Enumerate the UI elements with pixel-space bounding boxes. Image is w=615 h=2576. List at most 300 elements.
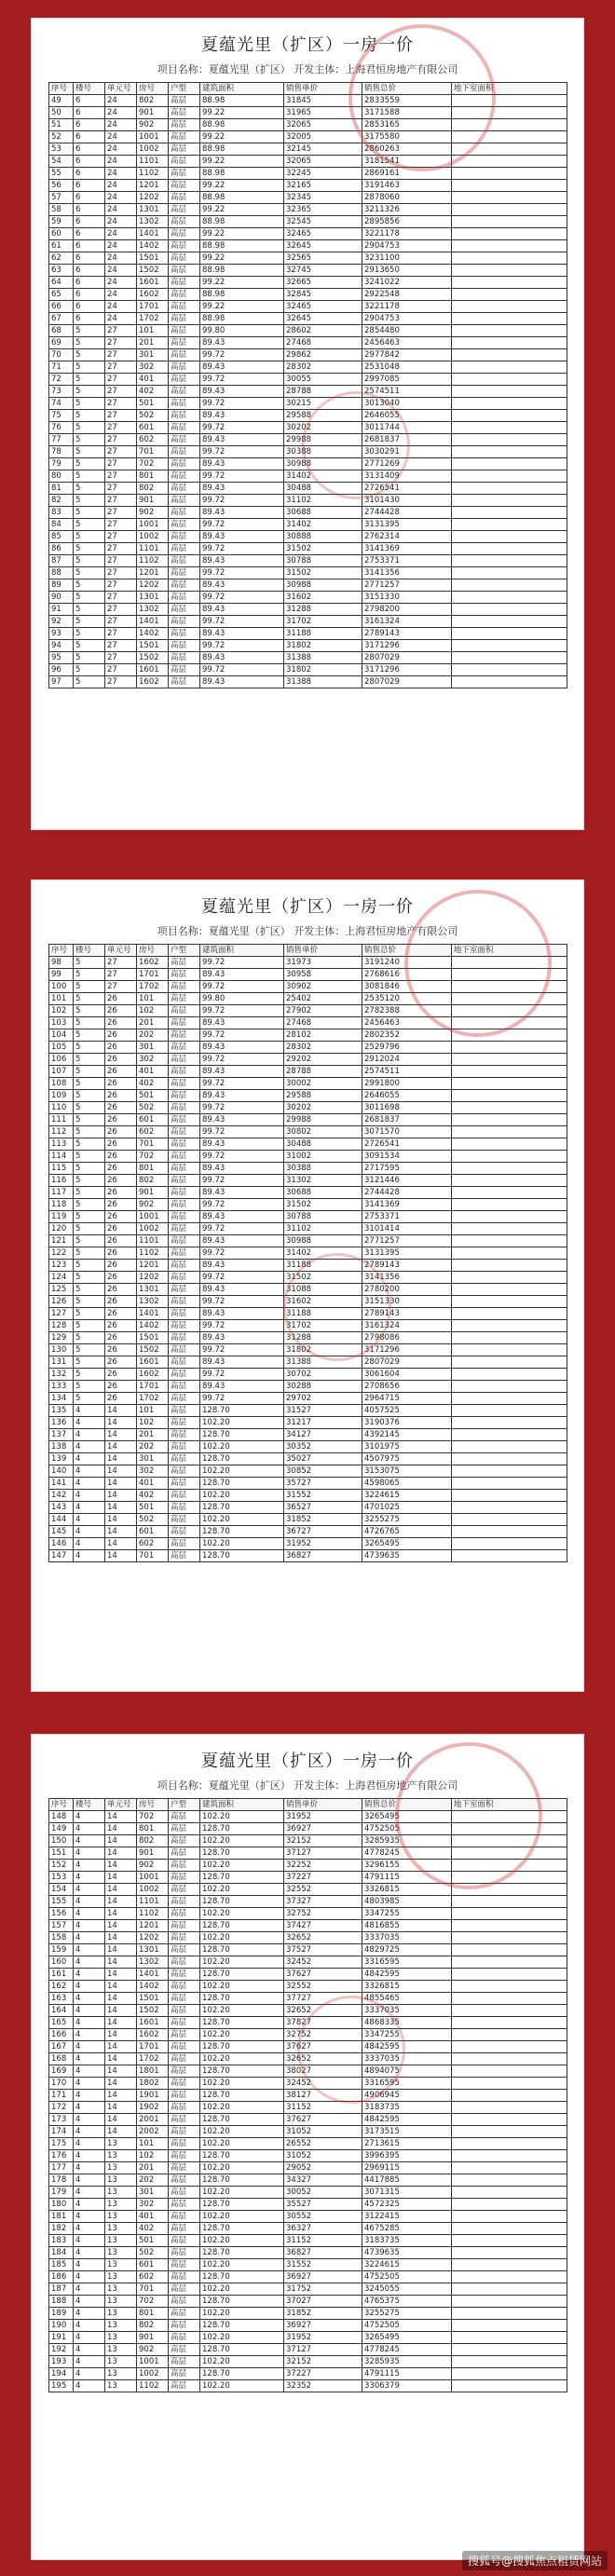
table-cell: 102.20: [200, 1417, 284, 1429]
table-row: [49, 579, 567, 592]
table-cell: 104: [49, 1029, 74, 1042]
table-cell: 63: [49, 265, 74, 277]
table-cell: 31852: [284, 1514, 362, 1526]
table-cell: 27: [105, 361, 137, 374]
table-cell: 高层: [169, 616, 200, 628]
table-cell: 164: [49, 2005, 74, 2017]
table-cell: [452, 2138, 567, 2150]
table-cell: 高层: [169, 2078, 200, 2090]
table-cell: 3122415: [362, 2211, 452, 2223]
table-cell: 902: [137, 507, 169, 519]
table-cell: 1402: [137, 628, 169, 640]
table-row: [49, 1969, 567, 1981]
table-cell: 28102: [284, 1029, 362, 1042]
column-header: 房号: [137, 1799, 169, 1811]
table-cell: 29588: [284, 1090, 362, 1102]
table-cell: 高层: [169, 1187, 200, 1199]
table-cell: 5: [74, 337, 105, 349]
table-cell: 1102: [137, 2380, 169, 2392]
sheet-title: 夏蕴光里（扩区）一房一价: [201, 897, 414, 917]
table-cell: [452, 277, 567, 289]
table-cell: 201: [137, 337, 169, 349]
table-cell: 高层: [169, 1417, 200, 1429]
table-cell: 64: [49, 277, 74, 289]
table-cell: 128.70: [200, 1969, 284, 1981]
table-cell: 4: [74, 2296, 105, 2308]
table-cell: 99.72: [200, 1005, 284, 1017]
column-header: 序号: [49, 83, 74, 95]
table-cell: 31952: [284, 2332, 362, 2344]
table-cell: 高层: [169, 143, 200, 156]
table-cell: 27: [105, 458, 137, 470]
table-cell: 702: [137, 1151, 169, 1163]
table-cell: 1302: [137, 216, 169, 228]
table-cell: 3183735: [362, 2102, 452, 2114]
table-cell: 高层: [169, 640, 200, 652]
table-cell: 802: [137, 483, 169, 495]
table-row: [49, 1465, 567, 1478]
table-cell: 2922548: [362, 289, 452, 301]
table-cell: 30488: [284, 1138, 362, 1151]
table-cell: 高层: [169, 1526, 200, 1538]
table-cell: 5: [74, 640, 105, 652]
table-cell: 119: [49, 1211, 74, 1223]
table-cell: 4: [74, 2187, 105, 2199]
table-cell: 108: [49, 1078, 74, 1090]
table-cell: 高层: [169, 495, 200, 507]
table-row: [49, 2114, 567, 2126]
table-cell: 6: [74, 156, 105, 168]
table-cell: 1301: [137, 592, 169, 604]
table-cell: [452, 434, 567, 446]
table-cell: 2726541: [362, 483, 452, 495]
table-cell: 4: [74, 2029, 105, 2041]
table-cell: 602: [137, 2271, 169, 2283]
table-cell: 102: [137, 1417, 169, 1429]
table-cell: 31102: [284, 1223, 362, 1235]
table-row: [49, 1102, 567, 1114]
table-cell: 高层: [169, 119, 200, 131]
table-cell: 4572325: [362, 2199, 452, 2211]
table-cell: 3241022: [362, 277, 452, 289]
table-cell: 38127: [284, 2090, 362, 2102]
table-cell: 91: [49, 604, 74, 616]
seal-stamp: [297, 1996, 405, 2104]
seal-stamp: [302, 391, 410, 499]
table-cell: 6: [74, 313, 105, 325]
table-cell: [452, 2308, 567, 2320]
table-cell: 2854480: [362, 325, 452, 337]
table-cell: 32165: [284, 180, 362, 192]
table-cell: 30788: [284, 1211, 362, 1223]
table-cell: 2646055: [362, 1090, 452, 1102]
table-cell: 65: [49, 289, 74, 301]
table-cell: 4: [74, 2017, 105, 2029]
table-cell: 111: [49, 1114, 74, 1126]
table-cell: 4: [74, 2247, 105, 2259]
table-cell: 4: [74, 1969, 105, 1981]
table-cell: 27: [105, 957, 137, 969]
table-cell: 89.43: [200, 386, 284, 398]
table-cell: 2807029: [362, 652, 452, 664]
table-cell: [452, 1896, 567, 1908]
table-cell: 5: [74, 1151, 105, 1163]
table-cell: 高层: [169, 1260, 200, 1272]
table-cell: 4752505: [362, 2320, 452, 2332]
table-cell: 81: [49, 483, 74, 495]
table-cell: 1002: [137, 1223, 169, 1235]
table-cell: [452, 1308, 567, 1320]
table-cell: 27: [105, 555, 137, 567]
table-cell: 3061604: [362, 1369, 452, 1381]
table-cell: 99.72: [200, 1320, 284, 1332]
table-cell: 99.72: [200, 398, 284, 410]
table-cell: 72: [49, 374, 74, 386]
table-cell: 2991800: [362, 1078, 452, 1090]
table-cell: 4778245: [362, 1847, 452, 1860]
column-header: 房号: [137, 945, 169, 957]
table-cell: 2969115: [362, 2162, 452, 2174]
table-cell: 78: [49, 446, 74, 458]
table-cell: 61: [49, 240, 74, 252]
table-row: [49, 216, 567, 228]
table-cell: 29862: [284, 349, 362, 361]
table-cell: 30552: [284, 2211, 362, 2223]
table-cell: 32365: [284, 204, 362, 216]
table-cell: [452, 180, 567, 192]
table-cell: 高层: [169, 1453, 200, 1465]
table-cell: [452, 628, 567, 640]
table-cell: [452, 1490, 567, 1502]
table-cell: 24: [105, 143, 137, 156]
table-cell: 1502: [137, 265, 169, 277]
table-cell: 27: [105, 434, 137, 446]
table-cell: [452, 2368, 567, 2380]
table-row: [49, 2162, 567, 2174]
table-cell: 高层: [169, 1054, 200, 1066]
table-cell: 4: [74, 1993, 105, 2005]
table-cell: 32152: [284, 1835, 362, 1847]
table-cell: 134: [49, 1393, 74, 1405]
table-cell: 30902: [284, 981, 362, 993]
table-cell: 99.72: [200, 543, 284, 555]
table-cell: 97: [49, 676, 74, 688]
table-cell: 高层: [169, 981, 200, 993]
table-cell: 158: [49, 1932, 74, 1944]
table-cell: 128.70: [200, 2368, 284, 2380]
table-cell: 27: [105, 969, 137, 981]
table-cell: 36527: [284, 1502, 362, 1514]
table-cell: 高层: [169, 1381, 200, 1393]
table-cell: 101: [137, 325, 169, 337]
table-cell: 31802: [284, 1344, 362, 1356]
table-row: [49, 1550, 567, 1562]
table-cell: 24: [105, 204, 137, 216]
table-cell: 138: [49, 1441, 74, 1453]
table-cell: 102.20: [200, 2235, 284, 2247]
table-cell: 5: [74, 470, 105, 483]
table-cell: 102: [137, 2150, 169, 2162]
table-row: [49, 2174, 567, 2187]
table-cell: 1001: [137, 2356, 169, 2368]
table-row: [49, 1920, 567, 1932]
table-cell: [452, 2174, 567, 2187]
table-cell: [452, 1478, 567, 1490]
table-cell: 高层: [169, 2005, 200, 2017]
table-cell: 180: [49, 2199, 74, 2211]
table-cell: [452, 2223, 567, 2235]
table-cell: 4868335: [362, 2017, 452, 2029]
table-cell: 3175580: [362, 131, 452, 143]
table-cell: 99.22: [200, 180, 284, 192]
table-cell: 3131395: [362, 519, 452, 531]
table-cell: 32752: [284, 2029, 362, 2041]
table-cell: 801: [137, 2308, 169, 2320]
table-cell: 30688: [284, 1187, 362, 1199]
table-cell: [452, 2065, 567, 2078]
table-row: [49, 604, 567, 616]
table-cell: 30852: [284, 1465, 362, 1478]
table-cell: 27: [105, 604, 137, 616]
table-cell: 5: [74, 1272, 105, 1284]
table-cell: 89.43: [200, 1260, 284, 1272]
table-cell: 118: [49, 1199, 74, 1211]
table-cell: 902: [137, 2344, 169, 2356]
table-cell: 99.72: [200, 349, 284, 361]
table-cell: 1602: [137, 289, 169, 301]
table-cell: 27: [105, 652, 137, 664]
table-cell: 31402: [284, 1247, 362, 1260]
table-row: [49, 616, 567, 628]
table-cell: 116: [49, 1175, 74, 1187]
table-cell: 54: [49, 156, 74, 168]
table-cell: 5: [74, 1126, 105, 1138]
column-header: 地下室面积: [452, 1799, 567, 1811]
column-header: 楼号: [74, 83, 105, 95]
table-cell: 2529796: [362, 1042, 452, 1054]
table-row: [49, 1042, 567, 1054]
table-cell: 13: [105, 2259, 137, 2271]
table-cell: 89.43: [200, 555, 284, 567]
table-cell: 高层: [169, 1993, 200, 2005]
table-cell: 6: [74, 192, 105, 204]
table-row: [49, 374, 567, 386]
table-cell: 4: [74, 1872, 105, 1884]
table-cell: 2895856: [362, 216, 452, 228]
table-cell: 27: [105, 676, 137, 688]
table-cell: 99.72: [200, 981, 284, 993]
table-cell: 6: [74, 240, 105, 252]
table-cell: 141: [49, 1478, 74, 1490]
table-cell: 102.20: [200, 1908, 284, 1920]
table-cell: 27: [105, 567, 137, 579]
table-cell: 191: [49, 2332, 74, 2344]
table-cell: 3265495: [362, 1538, 452, 1550]
seal-stamp: [283, 1253, 391, 1361]
table-cell: 601: [137, 1114, 169, 1126]
table-cell: 166: [49, 2029, 74, 2041]
table-cell: 99.72: [200, 616, 284, 628]
table-cell: 102.20: [200, 2332, 284, 2344]
table-cell: 3161324: [362, 616, 452, 628]
table-cell: 高层: [169, 265, 200, 277]
table-cell: 14: [105, 1417, 137, 1429]
table-cell: 2717595: [362, 1163, 452, 1175]
table-cell: 57: [49, 192, 74, 204]
table-row: [49, 2271, 567, 2283]
table-cell: 99.72: [200, 1344, 284, 1356]
table-cell: 183: [49, 2235, 74, 2247]
table-cell: 6: [74, 252, 105, 265]
table-cell: 高层: [169, 1102, 200, 1114]
table-cell: 4: [74, 1465, 105, 1478]
table-cell: 32652: [284, 2053, 362, 2065]
table-cell: 2782388: [362, 1005, 452, 1017]
table-cell: 4: [74, 2211, 105, 2223]
table-cell: 26: [105, 1247, 137, 1260]
table-cell: 高层: [169, 2138, 200, 2150]
table-cell: 90: [49, 592, 74, 604]
table-cell: 99.72: [200, 1223, 284, 1235]
table-cell: 1501: [137, 252, 169, 265]
table-cell: 5: [74, 410, 105, 422]
table-cell: 169: [49, 2065, 74, 2078]
table-cell: 高层: [169, 313, 200, 325]
table-cell: 2768616: [362, 969, 452, 981]
table-cell: 3071315: [362, 2187, 452, 2199]
sheet-subtitle: 项目名称：夏蕴光里（扩区） 开发主体：上海君恒房地产有限公司: [157, 1779, 458, 1792]
table-cell: 34127: [284, 1429, 362, 1441]
table-cell: 14: [105, 2078, 137, 2090]
table-cell: 3265495: [362, 1811, 452, 1823]
table-cell: 32665: [284, 277, 362, 289]
table-cell: 3151330: [362, 1296, 452, 1308]
table-cell: [452, 555, 567, 567]
table-cell: 2878060: [362, 192, 452, 204]
table-row: [49, 180, 567, 192]
table-cell: [452, 2211, 567, 2223]
table-cell: 4: [74, 2320, 105, 2332]
table-cell: 101: [137, 993, 169, 1005]
table-cell: 1501: [137, 1332, 169, 1344]
table-cell: 502: [137, 410, 169, 422]
table-cell: 3101414: [362, 1223, 452, 1235]
table-cell: 109: [49, 1090, 74, 1102]
table-cell: 96: [49, 664, 74, 676]
table-cell: 高层: [169, 1272, 200, 1284]
table-cell: 2977842: [362, 349, 452, 361]
table-cell: 高层: [169, 2041, 200, 2053]
table-row: [49, 325, 567, 337]
table-cell: 89.43: [200, 652, 284, 664]
table-cell: 302: [137, 2199, 169, 2211]
table-cell: 1302: [137, 1956, 169, 1969]
column-header: 户型: [169, 1799, 200, 1811]
table-cell: 135: [49, 1405, 74, 1417]
table-cell: 99.72: [200, 1369, 284, 1381]
table-cell: [452, 1042, 567, 1054]
table-cell: 31288: [284, 1332, 362, 1344]
table-cell: [452, 1199, 567, 1211]
table-cell: 4: [74, 2005, 105, 2017]
table-cell: 31088: [284, 1284, 362, 1296]
table-row: [49, 1526, 567, 1538]
table-cell: 30202: [284, 422, 362, 434]
table-cell: 89: [49, 579, 74, 592]
table-cell: 31802: [284, 664, 362, 676]
table-cell: 3011698: [362, 1102, 452, 1114]
table-cell: 高层: [169, 2150, 200, 2162]
table-cell: 99.22: [200, 131, 284, 143]
table-cell: 1701: [137, 2041, 169, 2053]
table-cell: 170: [49, 2078, 74, 2090]
table-row: [49, 664, 567, 676]
table-cell: 高层: [169, 1066, 200, 1078]
table-cell: 4: [74, 2332, 105, 2344]
table-cell: 128: [49, 1320, 74, 1332]
table-cell: [452, 1393, 567, 1405]
table-cell: [452, 1932, 567, 1944]
table-cell: 5: [74, 567, 105, 579]
table-cell: [452, 1175, 567, 1187]
table-row: [49, 2138, 567, 2150]
table-cell: 6: [74, 289, 105, 301]
table-cell: 5: [74, 1235, 105, 1247]
table-cell: 4: [74, 1956, 105, 1969]
table-cell: 89.43: [200, 1211, 284, 1223]
table-row: [49, 2187, 567, 2199]
table-cell: 93: [49, 628, 74, 640]
table-cell: 4675285: [362, 2223, 452, 2235]
table-cell: 4: [74, 2162, 105, 2174]
table-cell: 1602: [137, 1369, 169, 1381]
table-row: [49, 337, 567, 349]
table-cell: 13: [105, 2344, 137, 2356]
table-cell: 高层: [169, 1042, 200, 1054]
table-cell: 32845: [284, 289, 362, 301]
table-cell: 31188: [284, 628, 362, 640]
table-cell: 26: [105, 1175, 137, 1187]
table-cell: 128.70: [200, 1896, 284, 1908]
seal-stamp: [395, 1742, 542, 1889]
table-cell: [452, 1344, 567, 1356]
table-cell: 190: [49, 2320, 74, 2332]
table-cell: 13: [105, 2211, 137, 2223]
table-cell: 6: [74, 228, 105, 240]
table-cell: 184: [49, 2247, 74, 2259]
table-cell: 27: [105, 374, 137, 386]
table-cell: 6: [74, 95, 105, 107]
table-cell: 4: [74, 2271, 105, 2283]
table-cell: 3347255: [362, 2029, 452, 2041]
table-cell: 80: [49, 470, 74, 483]
table-cell: 301: [137, 349, 169, 361]
table-cell: 1602: [137, 676, 169, 688]
table-cell: 128.70: [200, 1453, 284, 1465]
table-cell: 99.72: [200, 422, 284, 434]
table-cell: 1001: [137, 1872, 169, 1884]
table-cell: 152: [49, 1860, 74, 1872]
table-cell: 36827: [284, 1550, 362, 1562]
table-cell: 1202: [137, 1932, 169, 1944]
table-cell: 14: [105, 1465, 137, 1478]
table-cell: 29702: [284, 1393, 362, 1405]
table-cell: [452, 2041, 567, 2053]
table-row: [49, 555, 567, 567]
table-cell: 1401: [137, 1969, 169, 1981]
table-cell: 185: [49, 2259, 74, 2271]
table-cell: 30702: [284, 1369, 362, 1381]
